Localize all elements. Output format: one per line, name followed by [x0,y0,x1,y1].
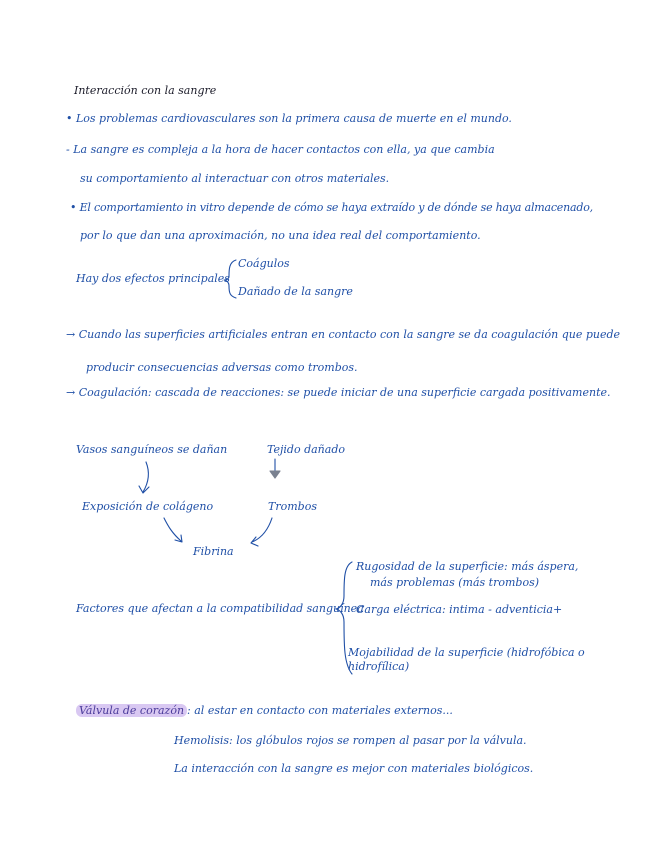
valvula-highlight: Válvula de corazón [76,704,187,717]
valvula-hemolisis: Hemolisis: los glóbulos rojos se rompen al pasar por la válvula. [174,734,527,747]
effects-brace [224,260,236,298]
factors-brace [336,562,352,674]
flow-vasos: Vasos sanguíneos se dañan [76,443,228,456]
flow-fibrina: Fibrina [193,545,234,558]
arrow-vasos-colageno [143,462,148,492]
flow-trombos: Trombos [268,500,317,513]
flow-colageno: Exposición de colágeno [82,500,214,513]
arrow-trombos-fibrina-head [251,537,258,546]
factor-rugosidad-cont: más problemas (más trombos) [370,576,540,589]
arrow-note-2: producir consecuencias adversas como trombos. [86,361,358,374]
factor-rugosidad: Rugosidad de la superficie: más áspera, [356,560,579,573]
bullet-line-3: su comportamiento al interactuar con otros materiales. [80,172,390,185]
effects-item-danado: Dañado de la sangre [238,285,353,298]
arrow-colageno-fibrina [164,518,181,541]
effects-label: Hay dos efectos principales [76,272,230,285]
valvula-text: : al estar en contacto con materiales externos... [187,704,453,717]
arrow-note-1: → Cuando las superficies artificiales entran en contacto con la sangre se da coagulación que puede [66,328,621,341]
flow-tejido: Tejido dañado [267,443,345,456]
effects-item-coagulos: Coágulos [238,257,290,270]
factor-carga: Carga eléctrica: intima - adventicia+ [356,603,563,616]
factor-mojabilidad: Mojabilidad de la superficie (hidrofóbica o [348,646,585,659]
page-title: Interacción con la sangre [74,84,217,97]
bullet-line-1: • Los problemas cardiovasculares son la primera causa de muerte en el mundo. [66,112,512,125]
arrow-tejido-trombos-head [270,471,280,478]
bullet-line-2: - La sangre es compleja a la hora de hacer contactos con ella, ya que cambia [66,143,495,156]
bullet-line-4: • El comportamiento in vitro depende de cómo se haya extraído y de dónde se haya almacenado, [70,201,593,214]
factor-mojabilidad-cont: hidrofílica) [348,660,410,673]
bullet-line-5: por lo que dan una aproximación, no una idea real del comportamiento. [80,229,481,242]
valvula-interaccion: La interacción con la sangre es mejor con materiales biológicos. [174,762,534,775]
factors-label: Factores que afectan a la compatibilidad sanguínea [76,602,364,615]
arrow-note-3: → Coagulación: cascada de reacciones: se puede iniciar de una superficie cargada positivamente. [66,386,611,399]
